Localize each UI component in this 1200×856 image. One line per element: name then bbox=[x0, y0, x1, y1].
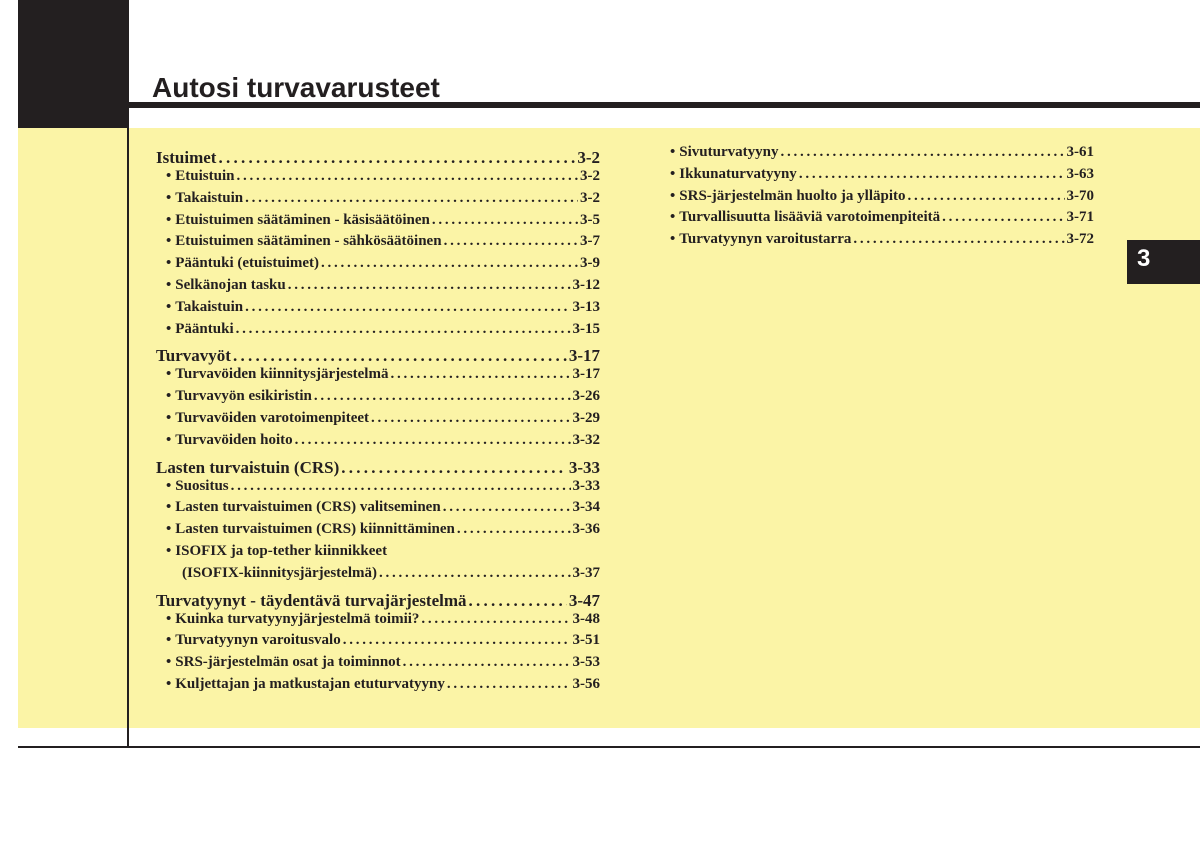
header-black-block bbox=[18, 0, 129, 128]
toc-entry-label bbox=[166, 611, 419, 628]
toc-entry[interactable] bbox=[660, 144, 1094, 166]
toc-page-number: 3-47 bbox=[568, 590, 600, 610]
toc-page-number: 3-17 bbox=[572, 366, 600, 383]
toc-page-number: 3-71 bbox=[1066, 209, 1094, 226]
toc-section-entry[interactable] bbox=[156, 342, 600, 366]
toc-entry-label bbox=[166, 432, 293, 449]
toc-page-number: 3-32 bbox=[572, 431, 600, 448]
toc-page-number: 3-13 bbox=[572, 298, 600, 315]
toc-entry-label bbox=[166, 277, 286, 294]
toc-page-number: 3-15 bbox=[572, 320, 600, 337]
toc-entry[interactable] bbox=[156, 321, 600, 343]
bullet-icon: • bbox=[166, 499, 172, 516]
toc-page-number: 3-29 bbox=[572, 409, 600, 426]
toc-entry[interactable] bbox=[156, 521, 600, 543]
dot-leader bbox=[469, 591, 567, 611]
toc-entry-text: Selkänojan tasku bbox=[175, 276, 286, 293]
dot-leader bbox=[403, 654, 571, 671]
toc-page-number: 3-56 bbox=[572, 675, 600, 692]
toc-page-number: 3-61 bbox=[1066, 144, 1094, 160]
dot-leader bbox=[288, 277, 571, 294]
toc-page-number: 3-63 bbox=[1066, 165, 1094, 182]
toc-entry-text: Ikkunaturvatyyny bbox=[679, 165, 797, 182]
toc-entry-text: Lasten turvaistuimen (CRS) valitseminen bbox=[175, 499, 441, 516]
toc-entry-text: Turvavöiden kiinnitysjärjestelmä bbox=[175, 366, 389, 383]
bullet-icon: • bbox=[166, 675, 172, 692]
toc-entry-text: (ISOFIX-kiinnitysjärjestelmä) bbox=[182, 564, 377, 581]
toc-entry-label bbox=[166, 321, 234, 338]
toc-entry-label bbox=[166, 168, 234, 185]
toc-page-number: 3-70 bbox=[1066, 187, 1094, 204]
toc-entry-label bbox=[670, 144, 778, 161]
dot-leader bbox=[245, 299, 570, 316]
vertical-rule bbox=[127, 0, 129, 748]
toc-entry-text: Turvatyynyn varoitustarra bbox=[679, 231, 852, 248]
toc-entry[interactable] bbox=[156, 478, 600, 500]
bullet-icon: • bbox=[670, 209, 676, 226]
bullet-icon: • bbox=[166, 431, 172, 448]
dot-leader bbox=[799, 166, 1065, 183]
toc-entry-text: Turvavyön esikiristin bbox=[175, 388, 312, 405]
toc-entry-label bbox=[156, 591, 467, 611]
dot-leader bbox=[218, 148, 575, 168]
toc-page-number: 3-33 bbox=[568, 457, 600, 477]
bullet-icon: • bbox=[166, 298, 172, 315]
toc-entry-text: Takaistuin bbox=[175, 298, 244, 315]
toc-entry-text: ISOFIX ja top-tether kiinnikkeet bbox=[175, 542, 388, 559]
dot-leader bbox=[432, 212, 578, 229]
toc-section-entry[interactable] bbox=[156, 454, 600, 478]
bullet-icon: • bbox=[166, 477, 172, 494]
toc-entry-label bbox=[166, 233, 442, 250]
chapter-number: 3 bbox=[1137, 245, 1151, 272]
toc-entry-text: Lasten turvaistuin (CRS) bbox=[156, 457, 340, 477]
bullet-icon: • bbox=[166, 366, 172, 383]
dot-leader bbox=[443, 499, 571, 516]
toc-entry-text: Turvatyynyn varoitusvalo bbox=[175, 632, 341, 649]
toc-page-number: 3-26 bbox=[572, 388, 600, 405]
dot-leader bbox=[233, 346, 567, 366]
toc-entry-label bbox=[166, 388, 312, 405]
toc-entry-text: Lasten turvaistuimen (CRS) kiinnittäminen bbox=[175, 521, 455, 538]
bullet-icon: • bbox=[166, 168, 172, 184]
dot-leader bbox=[231, 478, 571, 495]
bullet-icon: • bbox=[166, 276, 172, 293]
dot-leader bbox=[390, 366, 570, 383]
bullet-icon: • bbox=[166, 211, 172, 228]
dot-leader bbox=[236, 168, 578, 185]
dot-leader bbox=[942, 209, 1064, 226]
toc-entry-text: Turvatyynyt - täydentävä turvajärjestelmä bbox=[156, 590, 467, 610]
toc-entry-text: Suositus bbox=[175, 477, 229, 494]
toc-entry-label bbox=[166, 499, 441, 516]
toc-page-number: 3-48 bbox=[572, 610, 600, 627]
toc-entry[interactable] bbox=[156, 168, 600, 190]
toc-entry[interactable] bbox=[156, 410, 600, 432]
dot-leader bbox=[341, 458, 567, 478]
bullet-icon: • bbox=[166, 233, 172, 250]
toc-entry-text: Turvavöiden varotoimenpiteet bbox=[175, 409, 370, 426]
toc-page-number: 3-37 bbox=[572, 564, 600, 581]
toc-entry[interactable] bbox=[660, 166, 1094, 188]
dot-leader bbox=[908, 188, 1065, 205]
toc-entry[interactable] bbox=[156, 277, 600, 299]
toc-entry-text: Turvallisuutta lisääviä varotoimenpiteitä bbox=[679, 209, 941, 226]
toc-entry-text: Takaistuin bbox=[175, 189, 244, 206]
dot-leader bbox=[379, 565, 571, 582]
toc-entry-text: Etuistuin bbox=[175, 168, 235, 184]
dot-leader bbox=[780, 144, 1064, 161]
toc-entry-text: Kuljettajan ja matkustajan etuturvatyyny bbox=[175, 675, 445, 692]
toc-page-number: 3-34 bbox=[572, 499, 600, 516]
toc-entry[interactable] bbox=[156, 299, 600, 321]
toc-entry-text: Sivuturvatyyny bbox=[679, 144, 779, 160]
toc-entry-text: SRS-järjestelmän osat ja toiminnot bbox=[175, 654, 401, 671]
bullet-icon: • bbox=[166, 632, 172, 649]
bullet-icon: • bbox=[166, 654, 172, 671]
toc-entry[interactable] bbox=[156, 499, 600, 521]
bullet-icon: • bbox=[166, 409, 172, 426]
toc-page-number: 3-36 bbox=[572, 521, 600, 538]
toc-entry-label bbox=[166, 478, 229, 495]
dot-leader bbox=[421, 611, 570, 628]
toc-entry-label bbox=[166, 255, 319, 272]
toc-entry[interactable] bbox=[156, 388, 600, 410]
toc-entry[interactable] bbox=[660, 231, 1094, 253]
toc-section-entry[interactable] bbox=[156, 144, 600, 168]
toc-entry-label bbox=[166, 654, 401, 671]
toc-entry-label bbox=[156, 346, 231, 366]
toc-entry[interactable] bbox=[156, 432, 600, 454]
dot-leader bbox=[371, 410, 570, 427]
bullet-icon: • bbox=[670, 187, 676, 204]
bullet-icon: • bbox=[166, 610, 172, 627]
toc-column-left bbox=[156, 144, 600, 698]
dot-leader bbox=[447, 676, 571, 693]
bullet-icon: • bbox=[166, 189, 172, 206]
toc-entry-label bbox=[156, 458, 339, 478]
toc-entry-text: Pääntuki (etuistuimet) bbox=[175, 255, 320, 272]
toc-entry[interactable] bbox=[156, 565, 600, 587]
toc-entry-text: Istuimet bbox=[156, 148, 217, 167]
dot-leader bbox=[314, 388, 571, 405]
bullet-icon: • bbox=[670, 144, 676, 160]
toc-entry-label bbox=[166, 632, 341, 649]
dot-leader bbox=[343, 632, 571, 649]
toc-page-number: 3-9 bbox=[580, 255, 600, 272]
dot-leader bbox=[321, 255, 578, 272]
chapter-tab bbox=[1127, 240, 1200, 284]
dot-leader bbox=[457, 521, 571, 538]
toc-entry-label bbox=[670, 166, 797, 183]
toc-entry[interactable] bbox=[156, 233, 600, 255]
toc-entry-text: Etuistuimen säätäminen - sähkösäätöinen bbox=[175, 233, 442, 250]
toc-page-number: 3-51 bbox=[572, 632, 600, 649]
toc-entry-label bbox=[670, 209, 940, 226]
toc-entry-text: SRS-järjestelmän huolto ja ylläpito bbox=[679, 187, 906, 204]
bullet-icon: • bbox=[166, 388, 172, 405]
toc-page-number: 3-2 bbox=[580, 189, 600, 206]
toc-entry-text: Pääntuki bbox=[175, 320, 234, 337]
toc-entry[interactable] bbox=[156, 190, 600, 212]
toc-entry[interactable] bbox=[156, 676, 600, 698]
toc-entry[interactable] bbox=[156, 255, 600, 277]
toc-entry-label bbox=[166, 543, 387, 560]
bullet-icon: • bbox=[166, 521, 172, 538]
toc-entry[interactable] bbox=[156, 611, 600, 633]
toc-page-number: 3-53 bbox=[572, 654, 600, 671]
toc-page-number: 3-17 bbox=[568, 346, 600, 366]
dot-leader bbox=[245, 190, 578, 207]
dot-leader bbox=[444, 233, 578, 250]
toc-entry-label bbox=[166, 212, 430, 229]
toc-entry[interactable] bbox=[156, 543, 600, 565]
toc-entry-label bbox=[670, 231, 851, 248]
bullet-icon: • bbox=[166, 542, 172, 559]
toc-page-number: 3-2 bbox=[577, 148, 600, 167]
toc-entry-label bbox=[166, 676, 445, 693]
toc-entry-label bbox=[166, 190, 243, 207]
toc-entry[interactable] bbox=[156, 632, 600, 654]
toc-entry-label bbox=[166, 410, 369, 427]
toc-page-number: 3-2 bbox=[580, 168, 600, 184]
toc-entry-text: Kuinka turvatyynyjärjestelmä toimii? bbox=[175, 610, 420, 627]
toc-entry-label bbox=[166, 299, 243, 316]
toc-entry-text: Turvavyöt bbox=[156, 346, 231, 366]
toc-entry-text: Turvavöiden hoito bbox=[175, 431, 293, 448]
toc-page-number: 3-7 bbox=[580, 233, 600, 250]
toc-page-number: 3-12 bbox=[572, 276, 600, 293]
toc-entry-text: Etuistuimen säätäminen - käsisäätöinen bbox=[175, 211, 430, 228]
bullet-icon: • bbox=[670, 165, 676, 182]
toc-section-entry[interactable] bbox=[156, 587, 600, 611]
toc-entry[interactable] bbox=[156, 212, 600, 234]
dot-leader bbox=[853, 231, 1064, 248]
dot-leader bbox=[295, 432, 571, 449]
toc-page-number: 3-33 bbox=[572, 477, 600, 494]
dot-leader bbox=[236, 321, 571, 338]
bullet-icon: • bbox=[166, 320, 172, 337]
toc-entry[interactable] bbox=[660, 209, 1094, 231]
bullet-icon: • bbox=[670, 231, 676, 248]
toc-entry-label bbox=[166, 366, 388, 383]
toc-entry[interactable] bbox=[156, 366, 600, 388]
toc-column-right bbox=[660, 144, 1094, 253]
toc-entry[interactable] bbox=[660, 188, 1094, 210]
toc-page-number: 3-5 bbox=[580, 211, 600, 228]
toc-page-number: 3-72 bbox=[1066, 231, 1094, 248]
page-title: Autosi turvavarusteet bbox=[152, 72, 440, 103]
bullet-icon: • bbox=[166, 255, 172, 272]
toc-entry-label bbox=[156, 148, 216, 168]
toc-entry[interactable] bbox=[156, 654, 600, 676]
toc-entry-label bbox=[166, 521, 455, 538]
bottom-rule bbox=[18, 746, 1200, 748]
toc-entry-label bbox=[670, 188, 906, 205]
toc-entry-label bbox=[182, 565, 377, 582]
